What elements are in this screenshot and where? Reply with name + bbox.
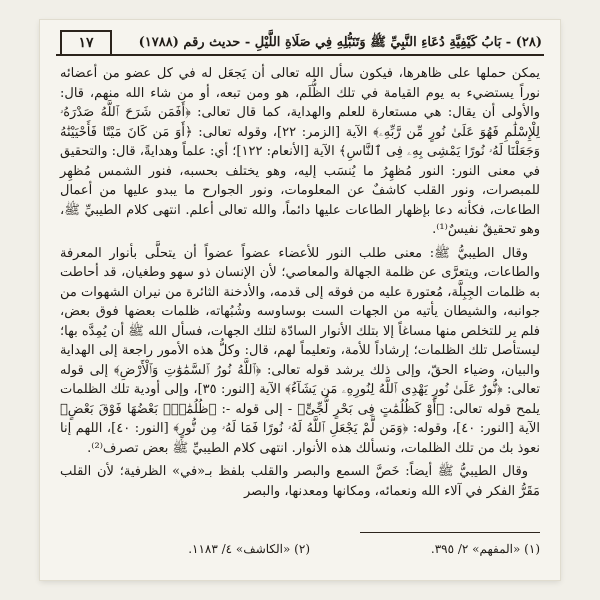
paragraph-2: وقال الطيبيُّ ﷺ: معنى طلب النور للأعضاء عضواً عضواً أن يتحلَّى بأنوار المعرفة والطاعات، ويتعرَّى عن ظلمة الجهالة والمعاصي؛ لأن الإنسان ذو سهو وطغيان، قد أحاطت به ظلمات الجِبِلَّة، مُعتورة عليه من فوقه إلى قدمه، والأدخنة الثائرة من نيران الشهوات من جوانبه، والشيطان يأتيه من الجهات الست بوساوسه وشُبُهاته، ظلمات بعضها فوق بعض، فلم ير للتخلص منها مساغاً إلا بتلك الأنوار السادّة لتلك الجهات، فسأل الله ﷺ أن يُمِدَّه بها؛ ليستأصل تلك الظلمات؛ إرشاداً للأمة، وتعليماً لهم، قال: وكلُّ هذه الأمور راجعة إلى الهداية والبيان، وضياء الحقّ، وإلى ذلك يرشد قوله تعالى: ﴿ٱللَّهُ نُورُ ٱلسَّمَٰوَٰتِ وَٱلْأَرْضِ﴾ إلى قوله تعالى: ﴿نُّورٌ عَلَىٰ نُورٍ يَهْدِى ٱللَّهُ لِنُورِهِۦ مَن يَشَآءُ﴾ الآية [النور: ٣٥]، وإلى أودية تلك الظلمات يلمح قوله تعالى: ﴿أَوْ كَظُلُمَٰتٍ فِى بَحْرٍ لُّجِّىٍّ﴾ - إلى قوله -: ﴿ظُلُمَٰتٌۢ بَعْضُهَا فَوْقَ بَعْضٍ﴾ الآية [النور: ٤٠]، وقوله: ﴿وَمَن لَّمْ يَجْعَلِ ٱللَّهُ لَهُۥ نُورًا فَمَا لَهُۥ مِن نُّورٍ﴾ [النور: ٤٠]، اللهم إنا نعوذ بك من تلك الظلمات، ونسألك هذه الأنوار. انتهى كلام الطيبيِّ ﷺ بعض تصرف⁽²⁾. <box>60 245 540 456</box>
book-page <box>40 20 560 580</box>
paragraph-1: يمكن حملها على ظاهرها، فيكون سأل الله تعالى أن يَجعَل له في كل عضو من أعضائه نوراً يستضيء به يوم القيامة في تلك الظُّلَم، هو ومن تبعه، أو من شاء الله منهم، قال: والأولى أن يقال: هي مستعارة للعلم والهداية، كما قال تعالى: ﴿أَفَمَن شَرَحَ ٱللَّهُ صَدْرَهُۥ لِلْإِسْلَٰمِ فَهُوَ عَلَىٰ نُورٍ مِّن رَّبِّهِۦ﴾ الآية [الزمر: ٢٢]، وقوله تعالى: ﴿أَوَ مَن كَانَ مَيْتًا فَأَحْيَيْنَٰهُ وَجَعَلْنَا لَهُۥ نُورًا يَمْشِى بِهِۦ فِى ٱلنَّاسِ﴾ الآية [الأنعام: ١٢٢]؛ أي: علماً وهدايةً، قال: والتحقيق في معنى النور: النور مُظهِرُ ما يُنسَب إليه، وهو يختلف بحسبه، فنور الشمس مُظهِر للمبصرات، ونور القلب كاشفٌ عن المعلومات، ونور الجوارح ما يبدو عليها من أعمال الطاعات، فكأنه دعا بإظهار الطاعات عليها دائماً، والله تعالى أعلم. انتهى كلام الطيبيِّ ﷺ، وهو تحقيقٌ نفيسٌ⁽¹⁾. <box>60 66 541 237</box>
chapter-title: (٢٨) - بَابُ كَيْفِيَّةِ دُعَاءِ النَّبِيِّ ﷺ وَتَنَبُّلِهِ فِي صَلَاةِ اللَّيْلِ - حديث رقم (١٧٨٨) <box>138 35 542 50</box>
running-header <box>56 32 544 56</box>
page-number: ١٧ <box>60 30 112 56</box>
footnote-2: (٢) «الكاشف» ٤/ ١١٨٣. <box>188 542 310 556</box>
footnote-divider <box>360 532 540 533</box>
paragraph-3: وقال الطيبيُّ ﷺ أيضاً: خَصَّ السمع والبصر والقلب بلفظ بـ«في» الظرفية؛ لأن القلب مَقَرُّ الفكر في آلاء الله ونعمائه، ومكانها ومعدنها، والبصر <box>60 464 540 499</box>
main-text <box>60 64 540 505</box>
footnote-1: (١) «المفهم» ٢/ ٣٩٥. <box>430 542 540 556</box>
